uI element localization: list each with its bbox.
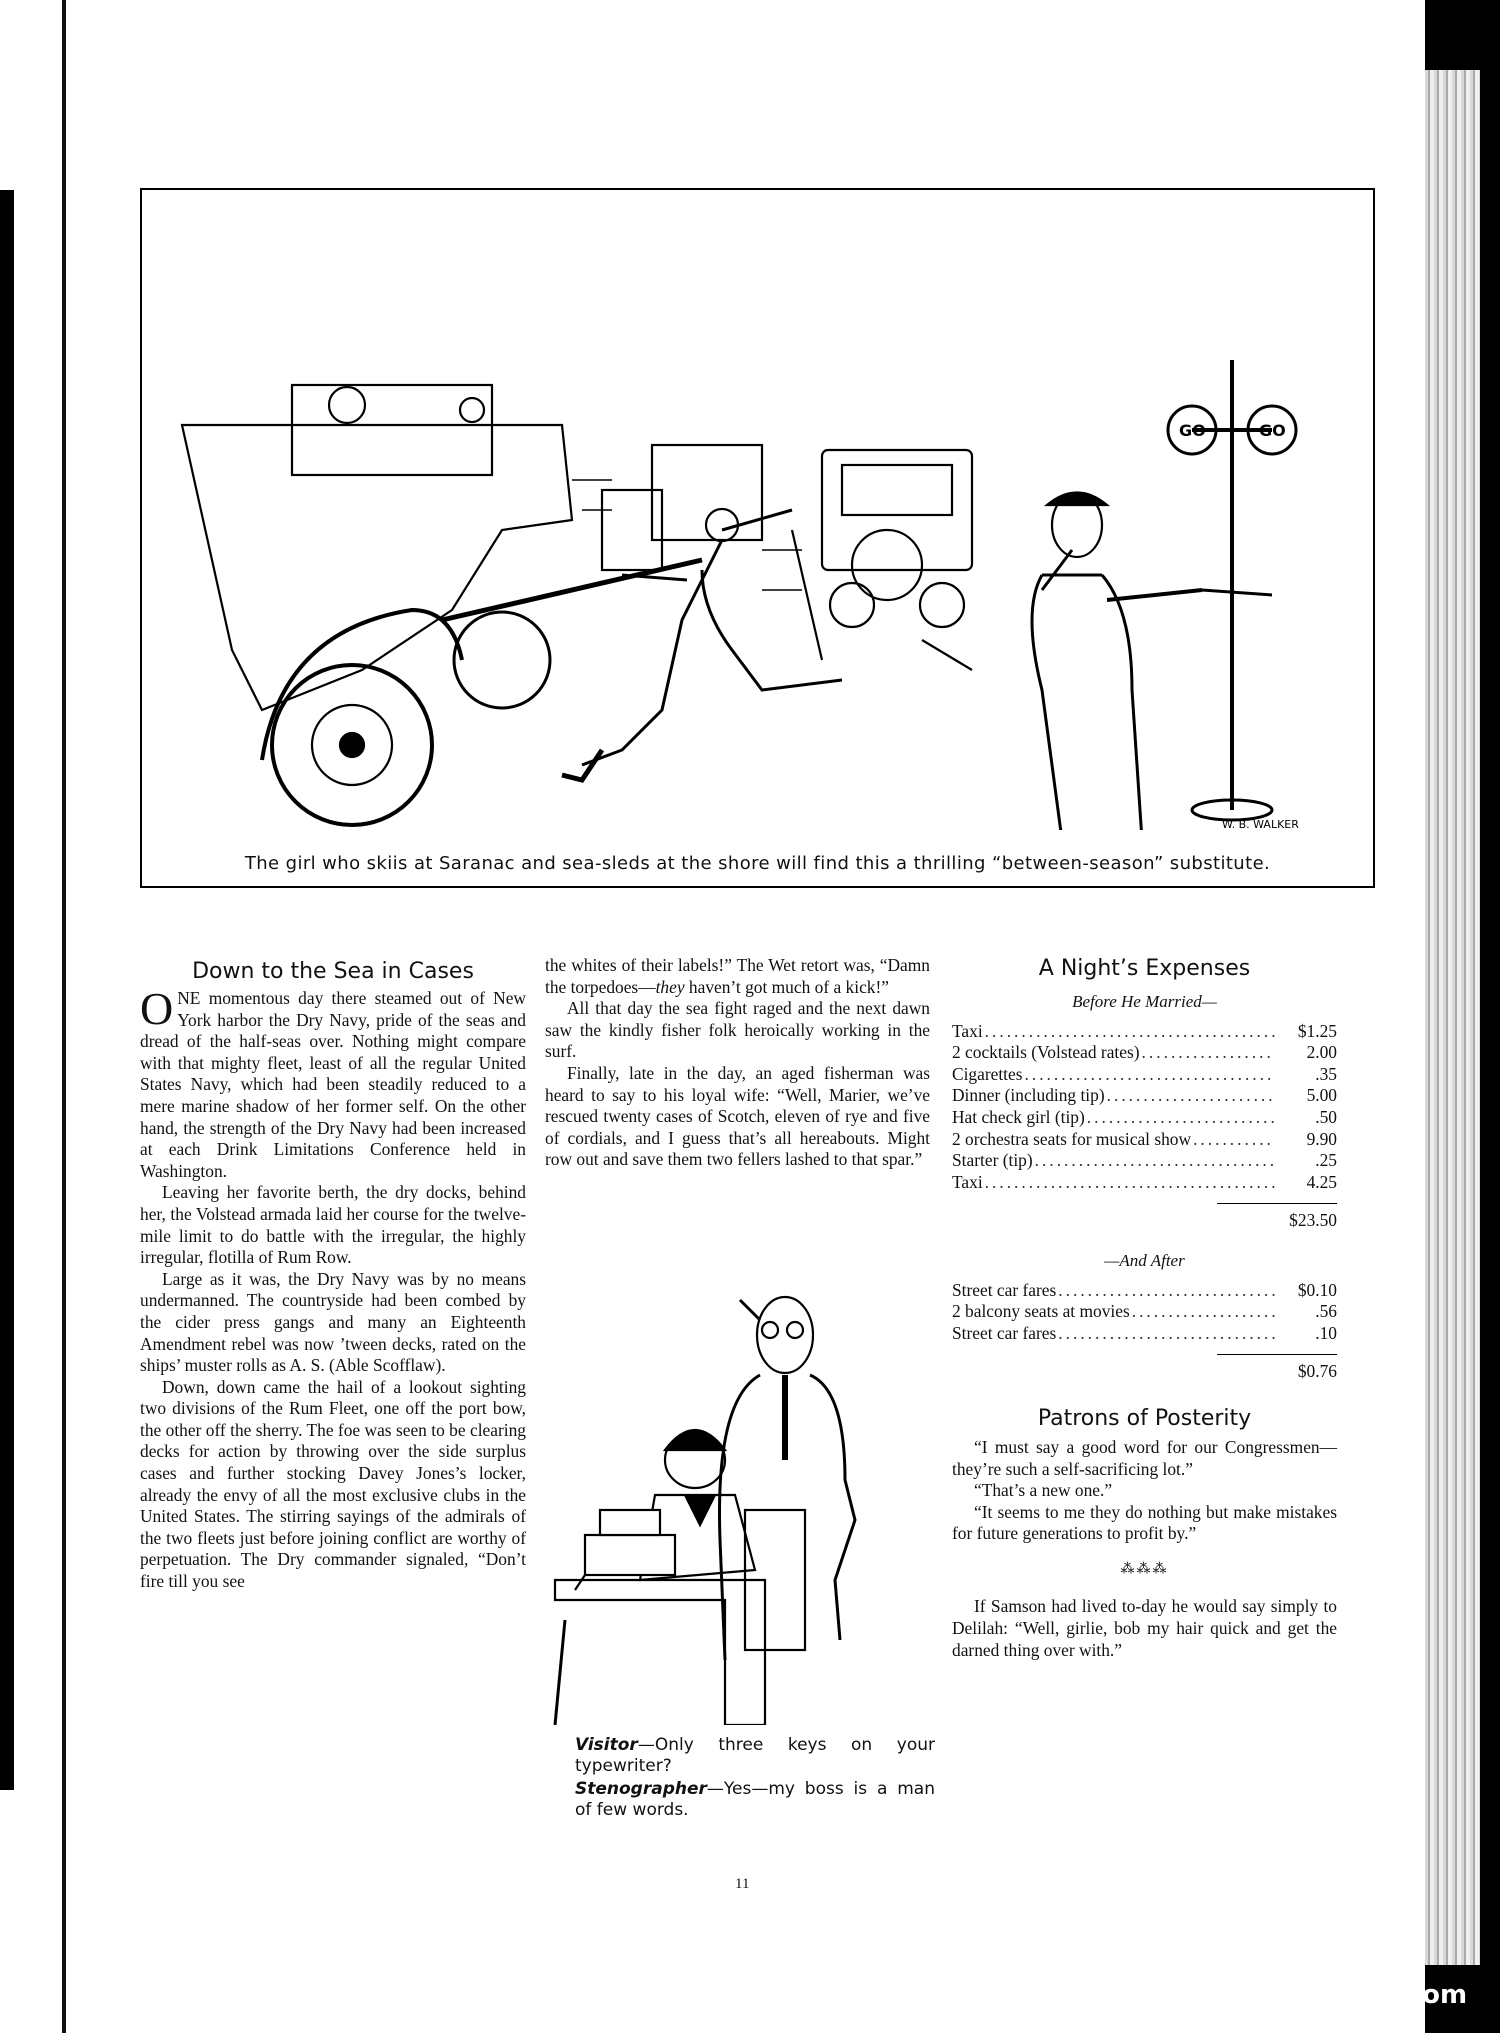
expenses-column: [952, 955, 1337, 1661]
expense-row: [952, 1129, 1337, 1151]
passenger-face: [329, 387, 365, 423]
article-paragraph: All that day the sea fight raged and the next dawn saw the kindly fisher folk heroically working in the surf.: [545, 998, 930, 1062]
expense-row: [952, 1107, 1337, 1129]
girl-head: [706, 509, 738, 541]
article-paragraph: Finally, late in the day, an aged fisherman was heard to say to his loyal wife: “Well, Marier, we’ve rescued twenty cases of Scotch, eleven of rye and five of cordials, and I guess that’s all hereabouts. Might row out and save them two fellers lashed to that spar.”: [545, 1062, 930, 1170]
after-total: $0.76: [1217, 1354, 1337, 1383]
typewriter-caption: [575, 1735, 935, 1823]
after-expenses-list: [952, 1280, 1337, 1345]
expense-label: 2 orchestra seats for musical show: [952, 1128, 1192, 1149]
go-sign-left-text: GO: [1179, 421, 1206, 440]
expense-label: Starter (tip): [952, 1150, 1033, 1171]
artist-signature: W. B. WALKER: [1222, 818, 1299, 830]
expense-row: [952, 1021, 1337, 1043]
article-paragraph: ONE momentous day there steamed out of New York harbor the Dry Navy, pride of the seas and dread of the half-seas over. Nothing might compare with that mighty fleet, least of all the regular United States Navy, which had been steadily reduced to a mere marine shadow of her former self. On the other hand, the strength of the Dry Navy had been increased at each Drink Limitations Conference held in Washington.: [140, 983, 526, 1181]
expenses-title: A Night’s Expenses: [1038, 956, 1251, 981]
expense-label: Dinner (including tip): [952, 1085, 1105, 1106]
expense-amount: .50: [1315, 1106, 1337, 1127]
policeman-body: [1032, 575, 1062, 830]
expense-label: Taxi: [952, 1020, 983, 1041]
expense-amount: 9.90: [1306, 1128, 1337, 1149]
cartoon-panel: [140, 188, 1375, 888]
adjacent-page-edge: [0, 0, 70, 2033]
expense-amount: $1.25: [1297, 1020, 1337, 1041]
after-heading: —And After: [1104, 1250, 1185, 1270]
expense-label: Taxi: [952, 1171, 983, 1192]
spare-tire-rope: [442, 560, 702, 620]
desk: [555, 1580, 765, 1725]
expense-row: [952, 1085, 1337, 1107]
article-paragraph: Large as it was, the Dry Navy was by no means undermanned. The countryside had been combed by the cider press gangs and many an Eighteenth Amendment rebel was now ’tween decks, rated on the ships’ muster rolls as A. S. (Able Scofflaw).: [140, 1268, 526, 1376]
dialog-line-stenographer: Stenographer—Yes—my boss is a man of few words.: [575, 1779, 935, 1820]
article-paragraph: Leaving her favorite berth, the dry docks, behind her, the Volstead armada laid her course for the twelve-mile limit to do battle with the irregular, the highly irregular, flotilla of Rum Row.: [140, 1182, 526, 1268]
dialog-line-visitor: Visitor—Only three keys on your typewriter?: [575, 1735, 935, 1776]
before-heading: Before He Married—: [1072, 992, 1217, 1011]
typewriter: [585, 1535, 675, 1575]
expense-amount: $0.10: [1297, 1279, 1337, 1300]
go-sign-right-text: GO: [1259, 421, 1286, 440]
expense-row: [952, 1150, 1337, 1172]
expense-row: [952, 1280, 1337, 1302]
expense-amount: .56: [1315, 1301, 1337, 1322]
cartoon-caption: The girl who skiis at Saranac and sea-sleds at the shore will find this a thrilling “between-season” substitute.: [244, 853, 1271, 874]
expense-row: [952, 1301, 1337, 1323]
before-total: $23.50: [1217, 1203, 1337, 1232]
drop-cap: O: [140, 983, 174, 1034]
expense-amount: .25: [1315, 1150, 1337, 1171]
article-title: Down to the Sea in Cases: [192, 959, 474, 984]
expense-row: [952, 1172, 1337, 1194]
middle-car-outline: [822, 450, 972, 570]
expense-amount: .35: [1315, 1063, 1337, 1084]
expense-amount: 4.25: [1306, 1171, 1337, 1192]
expense-label: Cigarettes: [952, 1063, 1023, 1084]
expense-row: [952, 1042, 1337, 1064]
posterity-paragraph: If Samson had lived to-day he would say simply to Delilah: “Well, girlie, bob my hair quick and get the darned thing over with.”: [952, 1596, 1337, 1660]
posterity-paragraph: “I must say a good word for our Congressmen—they’re such a self-sacrificing lot.”: [952, 1436, 1337, 1479]
article-continued: [545, 955, 930, 1171]
expense-amount: 2.00: [1306, 1042, 1337, 1063]
article-down-to-the-sea: [140, 958, 526, 1593]
car-window: [292, 385, 492, 475]
posterity-paragraph: “It seems to me they do nothing but make mistakes for future generations to profit by.”: [952, 1501, 1337, 1544]
posterity-paragraph: “That’s a new one.”: [974, 1480, 1113, 1501]
page-number: 11: [735, 1876, 750, 1892]
expense-amount: .10: [1315, 1322, 1337, 1343]
expense-label: 2 balcony seats at movies: [952, 1301, 1130, 1322]
article-paragraph: Down, down came the hail of a lookout sighting two divisions of the Rum Fleet, one off the port bow, the other off the sherry. The foe was seen to be clearing decks for action by throwing over the side surplus cases and further stocking Davey Jones’s locker, already the envy of all the most exclusive clubs in the United States. The stirring sayings of the admirals of the two fleets just before joining conflict are worthy of perpetuation. The Dry commander signaled, “Don’t fire till you see: [140, 1376, 526, 1592]
posterity-title: Patrons of Posterity: [1037, 1405, 1252, 1431]
expense-label: Street car fares: [952, 1322, 1057, 1343]
section-ornament: ⁂⁂⁂: [1120, 1561, 1169, 1577]
before-expenses-list: [952, 1021, 1337, 1194]
expense-amount: 5.00: [1306, 1085, 1337, 1106]
expense-label: 2 cocktails (Volstead rates): [952, 1042, 1140, 1063]
typewriter-cartoon: [545, 1280, 925, 1725]
expense-label: Hat check girl (tip): [952, 1106, 1085, 1127]
cartoon-illustration: [142, 190, 1373, 830]
page-stack-edge: [1425, 70, 1480, 1965]
site-watermark: comicbooks.com: [1225, 1980, 1468, 2010]
expense-row: [952, 1064, 1337, 1086]
expense-label: Street car fares: [952, 1279, 1057, 1300]
expense-row: [952, 1323, 1337, 1345]
article-paragraph: the whites of their labels!” The Wet retort was, “Damn the torpedoes—they haven’t got much of a kick!”: [545, 955, 930, 997]
boss-head: [757, 1297, 813, 1373]
